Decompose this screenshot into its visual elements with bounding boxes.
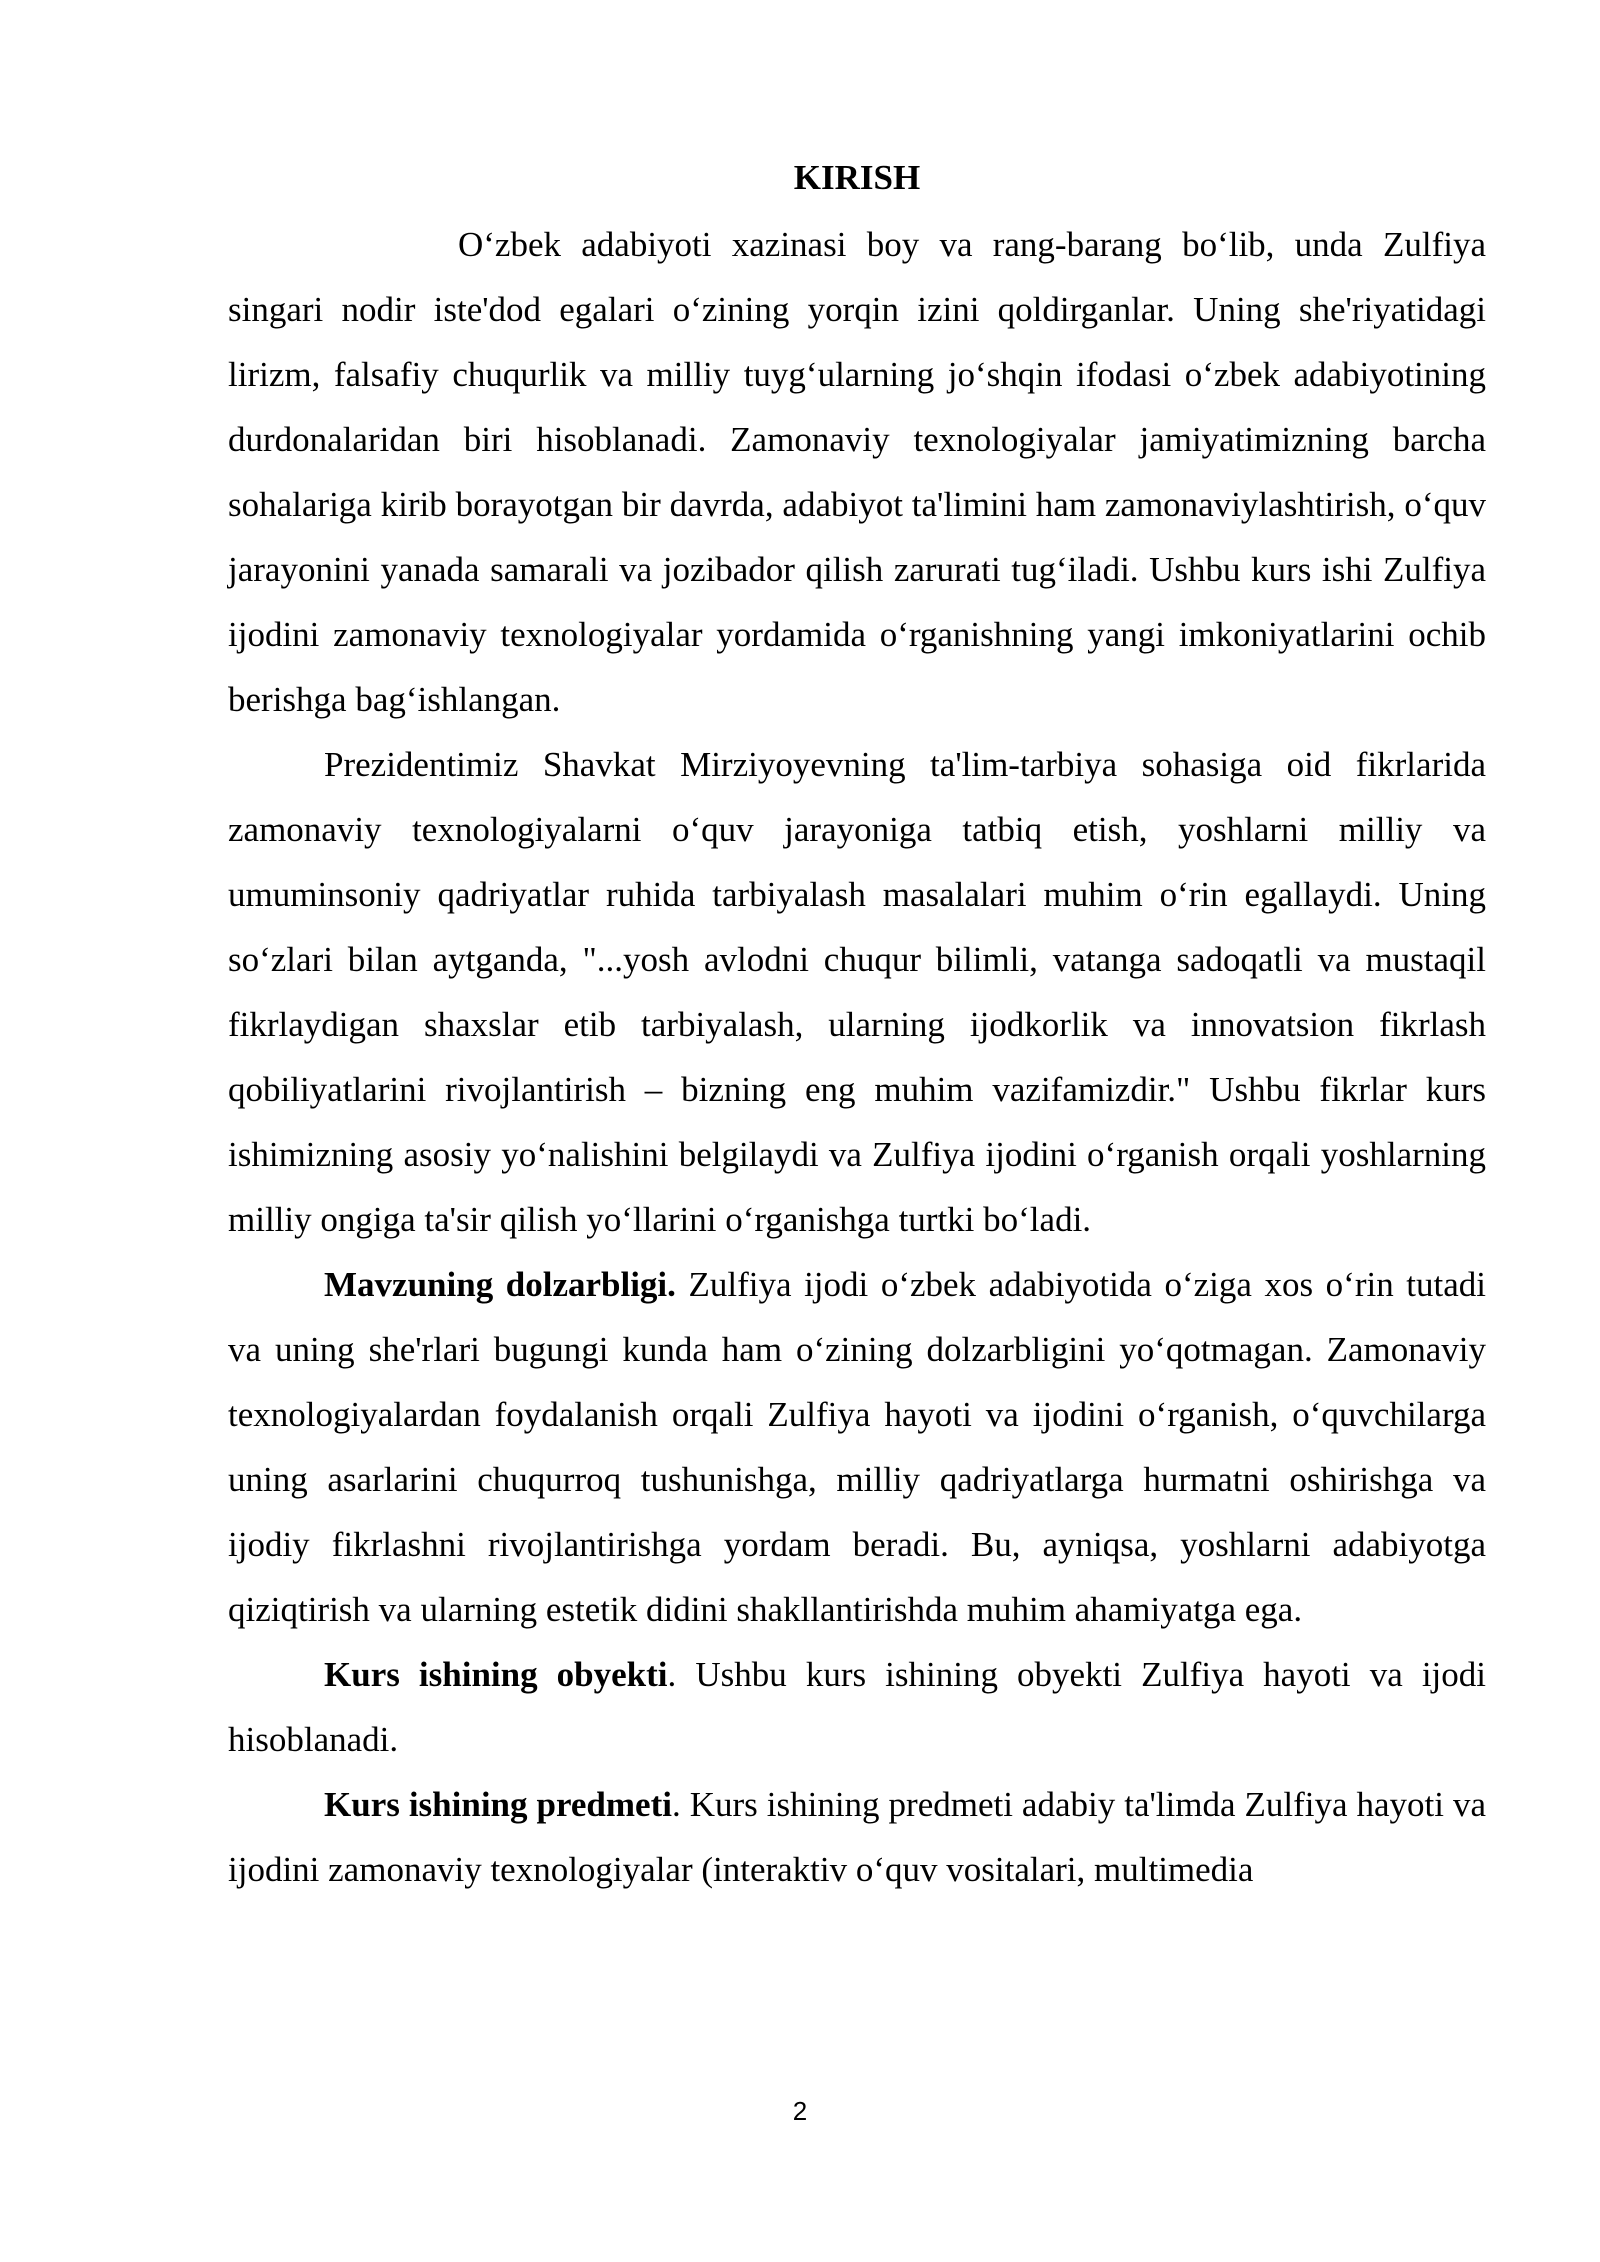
paragraph-heading: Kurs ishining predmeti [324,1785,672,1824]
paragraph-introduction [228,212,1486,732]
paragraph-heading: Kurs ishining obyekti [324,1655,668,1694]
paragraph-object [228,1642,1486,1772]
page-content [228,148,1486,1902]
paragraph-text: Zulfiya ijodi o‘zbek adabiyotida o‘ziga xos o‘rin tutadi va uning she'rlari bugungi kunda ham o‘zining dolzarbligini yo‘qotmagan. Zamonaviy texnologiyalardan foydalanish orqali Zulfiya hayoti va ijodini o‘rganish, o‘quvchilarga uning asarlarini chuqurroq tushunishga, milliy qadriyatlarga hurmatni oshirishga va ijodiy fikrlashni rivojlantirishga yordam beradi. Bu, ayniqsa, yoshlarni adabiyotga qiziqtirish va ularning estetik didini shakllantirishda muhim ahamiyatga ega. [228,1265,1486,1629]
paragraph-text: . Ushbu kurs ishining obyekti Zulfiya hayoti va ijodi hisoblanadi. [228,1655,1486,1759]
section-title: KIRISH [793,158,921,197]
paragraph-text: . Kurs ishining predmeti adabiy ta'limda Zulfiya hayoti va ijodini zamonaviy texnologiyalar (interaktiv o‘quv vositalari, multimedia [228,1785,1486,1889]
paragraph-president-quote [228,732,1486,1252]
paragraph-text: Prezidentimiz Shavkat Mirziyoyevning ta'lim-tarbiya sohasiga oid fikrlarida zamonaviy texnologiyalarni o‘quv jarayoniga tatbiq etish, yoshlarni milliy va umuminsoniy qadriyatlar ruhida tarbiyalash masalalari muhim o‘rin egallaydi. Uning so‘zlari bilan aytganda, "...yosh avlodni chuqur bilimli, vatanga sadoqatli va mustaqil fikrlaydigan shaxslar etib tarbiyalash, ularning ijodkorlik va innovatsion fikrlash qobiliyatlarini rivojlantirish – bizning eng muhim vazifamizdir." Ushbu fikrlar kurs ishimizning asosiy yo‘nalishini belgilaydi va Zulfiya ijodini o‘rganish orqali yoshlarning milliy ongiga ta'sir qilish yo‘llarini o‘rganishga turtki bo‘ladi. [228,745,1486,1239]
paragraph-heading: Mavzuning dolzarbligi. [324,1265,676,1304]
page-number: 2 [792,2096,808,2126]
paragraph-text: O‘zbek adabiyoti xazinasi boy va rang-barang bo‘lib, unda Zulfiya singari nodir iste'dod egalari o‘zining yorqin izini qoldirganlar. Uning she'riyatidagi lirizm, falsafiy chuqurlik va milliy tuyg‘ularning jo‘shqin ifodasi o‘zbek adabiyotining durdonalaridan biri hisoblanadi. Zamonaviy texnologiyalar jamiyatimizning barcha sohalariga kirib borayotgan bir davrda, adabiyot ta'limini ham zamonaviylashtirish, o‘quv jarayonini yanada samarali va jozibador qilish zarurati tug‘iladi. Ushbu kurs ishi Zulfiya ijodini zamonaviy texnologiyalar yordamida o‘rganishning yangi imkoniyatlarini ochib berishga bag‘ishlangan. [228,225,1486,719]
paragraph-relevance [228,1252,1486,1642]
paragraph-subject [228,1772,1486,1902]
